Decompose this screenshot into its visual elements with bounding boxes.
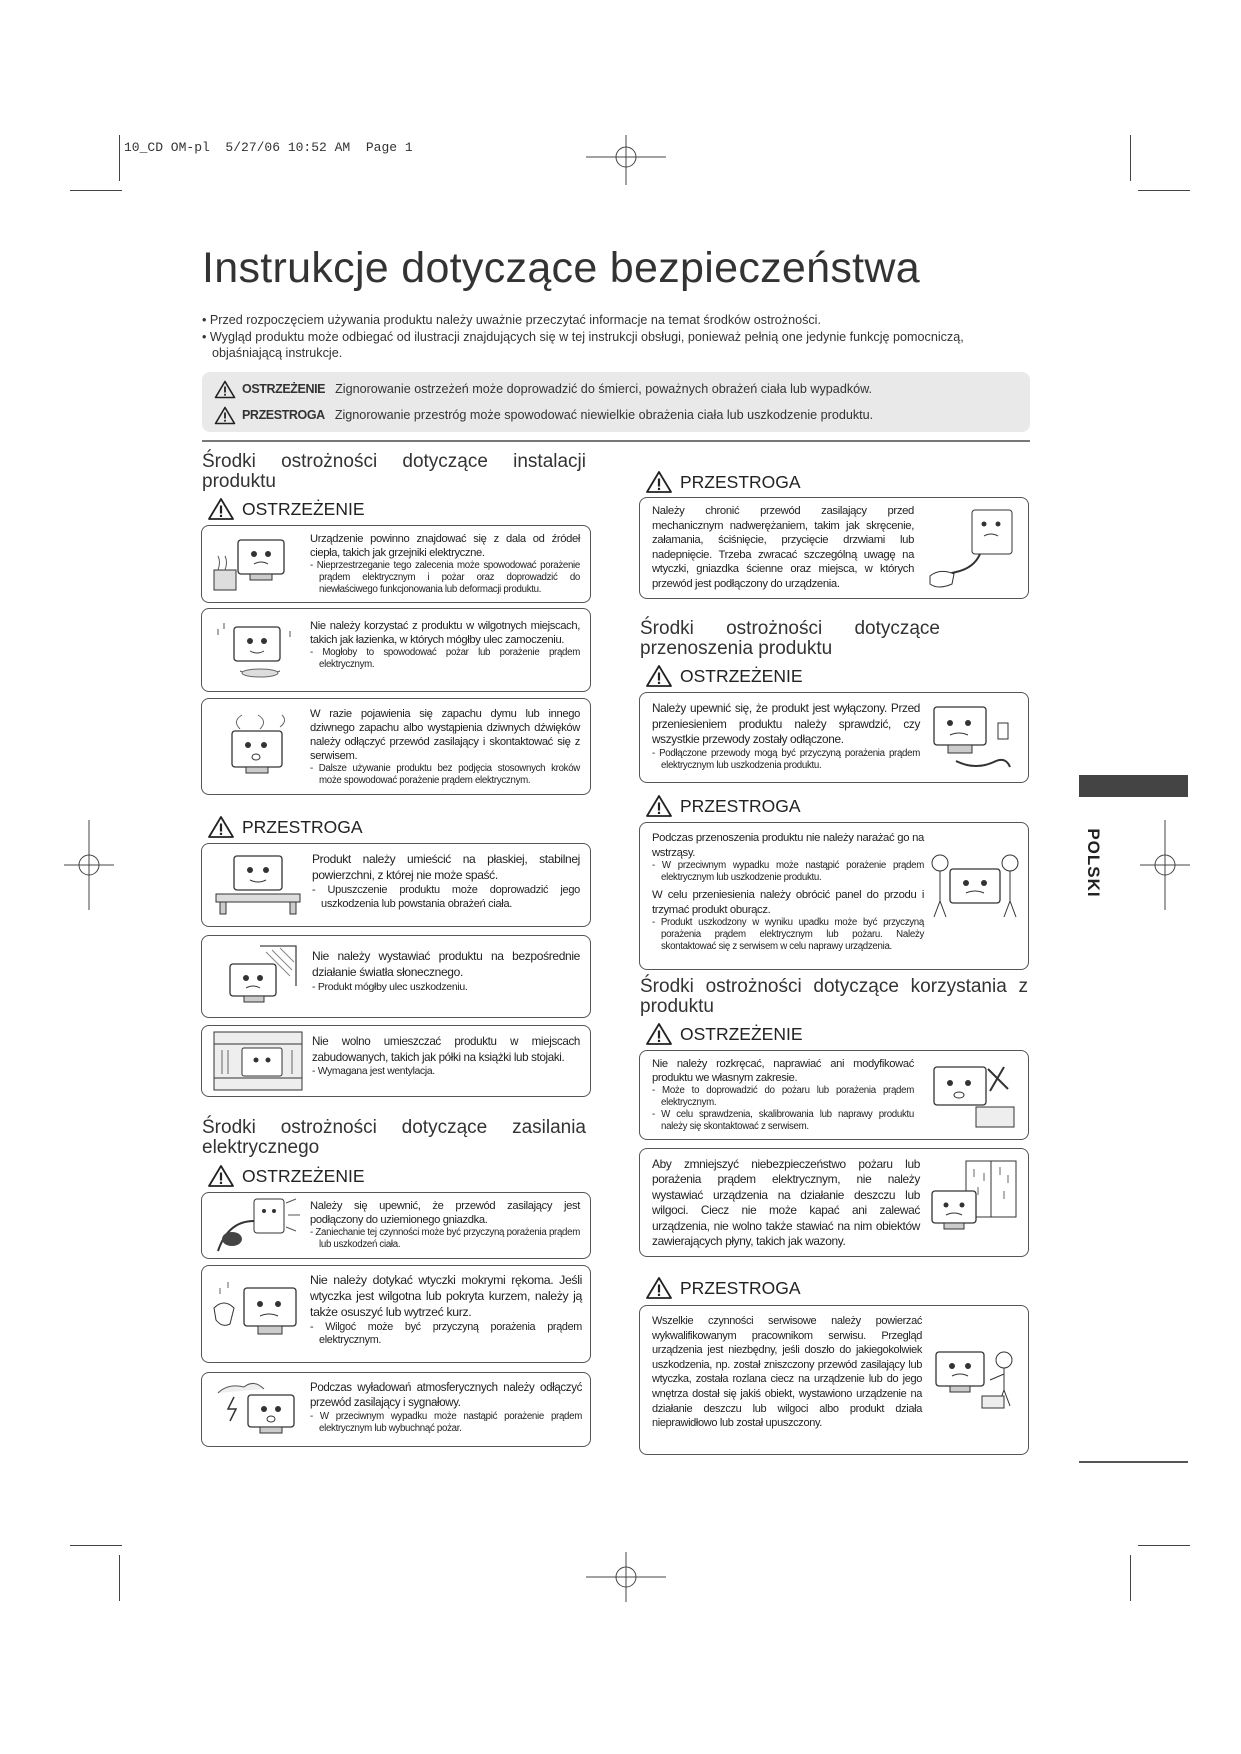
plug-socket-illustration — [214, 1195, 302, 1255]
tv-lightning-illustration — [212, 1379, 304, 1439]
tv-heater-illustration — [210, 534, 300, 594]
warning-heading-label: OSTRZEŻENIE — [242, 498, 365, 519]
item-text: Należy upewnić się, że produkt jest wyłączony. Przed przeniesieniem produktu należy sprawdzić, czy wszystkie przewody zostały odłączone. — [652, 701, 920, 746]
item-note: - Produkt uszkodzony w wyniku upadku może być przyczyną porażenia prądem elektrycznym lub pożaru. Należy skontaktować się z serwisem w celu naprawy urządzenia. — [652, 917, 924, 952]
warning-heading-label: OSTRZEŻENIE — [680, 665, 803, 686]
safety-item — [201, 1192, 591, 1259]
caution-heading — [645, 794, 801, 818]
registration-mark — [586, 135, 666, 185]
caution-heading-label: PRZESTROGA — [680, 795, 801, 816]
item-text: Wszelkie czynności serwisowe należy powierzać wykwalifikowanym pracownikom serwisu. Przegląd urządzenia jest niezbędny, jeśli doszło do jakiegokolwiek uszkodzenia, np. został zniszczony przewód zasilający lub wtyczka, została rozlana ciecz na urządzenie lub do jego wnętrza dostał się jakiś obiekt, wystawiono urządzenie na działanie deszczu lub wilgoci albo produkt działa nieprawidłowo lub został upuszczony. — [652, 1315, 922, 1430]
safety-item — [201, 935, 591, 1018]
caution-heading-label: PRZESTROGA — [680, 1277, 801, 1298]
warning-triangle-icon — [645, 664, 673, 688]
item-note: - Wilgoć może być przyczyną porażenia prądem elektrycznym. — [310, 1320, 582, 1347]
item-text: Podczas przenoszenia produktu nie należy narażać go na wstrząsy. — [652, 832, 924, 859]
item-note: - W przeciwnym wypadku może nastąpić porażenie prądem elektrycznym lub wybuchnąć pożar. — [310, 1411, 582, 1434]
warning-triangle-icon — [645, 1022, 673, 1046]
language-tab-label: POLSKI — [1084, 828, 1103, 898]
legend-warning-text: Zignorowanie ostrzeżeń może doprowadzić do śmierci, poważnych obrażeń ciała lub wypadków. — [335, 382, 873, 396]
caution-heading — [207, 815, 363, 839]
item-text: Aby zmniejszyć niebezpieczeństwo pożaru lub porażenia prądem elektrycznym, nie należy wystawiać urządzenia na działanie deszczu lub wilgoci. Ciecz nie może kapać ani zalewać urządzenia, nie wolno także stawiać na nim obiektów zawierających płyny, takich jak wazony. — [652, 1157, 920, 1249]
warning-triangle-icon — [214, 406, 236, 425]
legend-caution-text: Zignorowanie przestróg może spowodować niewielkie obrażenia ciała lub uszkodzenie produktu. — [334, 408, 874, 422]
crop-mark — [70, 1545, 122, 1546]
registration-mark — [586, 1552, 666, 1602]
print-slug: 10_CD OM-pl 5/27/06 10:52 AM Page 1 — [124, 140, 413, 155]
crop-mark — [119, 1555, 120, 1601]
item-note: - W przeciwnym wypadku może nastąpić porażenie prądem elektrycznym lub uszkodzenie produktu. — [652, 860, 924, 883]
safety-item — [201, 1265, 591, 1363]
language-tab — [1078, 817, 1102, 907]
page-end-rule — [1079, 1461, 1188, 1463]
safety-item — [201, 525, 591, 603]
warning-heading-label: OSTRZEŻENIE — [242, 1165, 365, 1186]
item-text: Nie wolno umieszczać produktu w miejscach zabudowanych, takich jak półki na książki lub stojaki. — [312, 1035, 580, 1064]
caution-heading-label: PRZESTROGA — [680, 471, 801, 492]
crop-mark — [1138, 190, 1190, 191]
registration-mark — [64, 820, 114, 910]
item-note: - W celu sprawdzenia, skalibrowania lub naprawy produktu należy się skontaktować z serwisem. — [652, 1109, 914, 1132]
crop-mark — [1130, 1555, 1131, 1601]
item-text: W celu przeniesienia należy obrócić panel do przodu i trzymać produkt oburącz. — [652, 889, 924, 916]
legend-caution-keyword: PRZESTROGA — [242, 408, 325, 422]
tv-unplugged-illustration — [926, 701, 1020, 775]
safety-item — [639, 1148, 1029, 1257]
item-text: Nie należy korzystać z produktu w wilgotnych miejscach, takich jak łazienka, w których mógłby ulec zamoczeniu. — [310, 620, 580, 646]
item-text: Urządzenie powinno znajdować się z dala od źródeł ciepła, takich jak grzejniki elektryczne. — [310, 533, 580, 559]
warning-triangle-icon — [207, 1164, 235, 1188]
language-tab-bar — [1079, 775, 1188, 797]
tv-on-stand-illustration — [210, 852, 306, 918]
section-title-installation: Środki ostrożności dotyczące instalacji produktu — [202, 451, 586, 492]
item-text: Nie należy dotykać wtyczki mokrymi rękoma. Jeśli wtyczka jest wilgotna lub pokryta kurzem, należy ją także osuszyć lub wytrzeć kurz. — [310, 1273, 582, 1320]
warning-triangle-icon — [645, 1276, 673, 1300]
safety-item — [201, 698, 591, 795]
item-note: - Może to doprowadzić do pożaru lub porażenia prądem elektrycznym. — [652, 1085, 914, 1108]
item-note: - Nieprzestrzeganie tego zalecenia może spowodować porażenie prądem elektrycznym i pożar oraz doprowadzić do niewłaściwego funkcjonowania lub deformacji produktu. — [310, 560, 580, 595]
item-text: Nie należy rozkręcać, naprawiać ani modyfikować produktu we własnym zakresie. — [652, 1058, 914, 1084]
legend-caution — [214, 404, 873, 426]
header-divider — [202, 440, 1030, 442]
crop-mark — [1138, 1545, 1190, 1546]
warning-triangle-icon — [645, 794, 673, 818]
item-note: - Produkt mógłby ulec uszkodzeniu. — [312, 981, 468, 993]
item-text: Produkt należy umieścić na płaskiej, stabilnej powierzchni, z której nie może spaść. — [312, 852, 580, 882]
warning-heading — [645, 1022, 803, 1046]
page-title: Instrukcje dotyczące bezpieczeństwa — [202, 244, 920, 292]
warning-heading-label: OSTRZEŻENIE — [680, 1023, 803, 1044]
item-note: - Zaniechanie tej czynności może być przyczyną porażenia prądem lub uszkodzeń ciała. — [310, 1227, 580, 1250]
warning-heading — [645, 664, 803, 688]
cord-hand-illustration — [924, 506, 1020, 590]
safety-item — [201, 1372, 591, 1447]
item-text: Należy chronić przewód zasilający przed mechanicznym nadwerężaniem, takim jak skręcenie, załamania, ściśnięcie, przycięcie drzwiami lub nadepnięcie. Trzeba zwracać szczególną uwagę na wtyczki, gniazdka ścienne oraz miejsca, w których przewód jest podłączony do urządzenia. — [652, 505, 914, 590]
item-note: - Mogłoby to spowodować pożar lub porażenie prądem elektrycznym. — [310, 647, 580, 670]
technician-repair-illustration — [930, 1342, 1022, 1414]
safety-item — [639, 822, 1029, 970]
item-note: - Upuszczenie produktu może doprowadzić jego uszkodzenia lub powstania obrażeń ciała. — [312, 884, 580, 910]
legend-warning — [214, 378, 872, 400]
safety-item — [639, 1050, 1029, 1140]
item-text: Nie należy wystawiać produktu na bezpośrednie działanie światła słonecznego. — [312, 949, 580, 979]
crop-mark — [70, 190, 122, 191]
two-people-carrying-tv-illustration — [928, 843, 1022, 923]
safety-item — [639, 497, 1029, 599]
warning-triangle-icon — [207, 815, 235, 839]
safety-item — [201, 843, 591, 927]
safety-item — [201, 1025, 591, 1097]
warning-heading — [207, 497, 365, 521]
safety-item — [201, 608, 591, 692]
section-title-moving: Środki ostrożności dotyczące przenoszenia produktu — [640, 618, 940, 659]
warning-triangle-icon — [645, 470, 673, 494]
crop-mark — [119, 135, 120, 181]
legend-warning-keyword: OSTRZEŻENIE — [242, 382, 326, 396]
warning-triangle-icon — [214, 380, 236, 399]
section-title-power: Środki ostrożności dotyczące zasilania elektrycznego — [202, 1117, 586, 1158]
crop-mark — [1130, 135, 1131, 181]
warning-triangle-icon — [207, 497, 235, 521]
caution-heading — [645, 470, 801, 494]
intro-item: • Przed rozpoczęciem używania produktu należy uważnie przeczytać informacje na temat środków ostrożności. — [202, 313, 821, 327]
item-note: - Dalsze używanie produktu bez podjęcia stosownych kroków może spowodować porażenie prądem elektrycznym. — [310, 763, 580, 786]
tv-bathroom-illustration — [210, 619, 300, 681]
caution-heading — [645, 1276, 801, 1300]
safety-item — [639, 1305, 1029, 1455]
section-title-usage: Środki ostrożności dotyczące korzystania z produktu — [640, 976, 1028, 1017]
item-text: Należy się upewnić, że przewód zasilający jest podłączony do uziemionego gniazdka. — [310, 1200, 580, 1226]
item-text: Podczas wyładowań atmosferycznych należy odłączyć przewód zasilający i sygnałowy. — [310, 1382, 582, 1409]
registration-mark — [1140, 820, 1190, 910]
tv-sunlight-illustration — [210, 942, 306, 1010]
tv-rain-window-illustration — [926, 1157, 1022, 1247]
intro-item: • Wygląd produktu może odbiegać od ilustracji znajdujących się w tej instrukcji obsługi, ponieważ pełnią one jedynie funkcję pomocniczą, objaśniającą instrukcje. — [202, 330, 964, 360]
tv-tools-illustration — [924, 1059, 1020, 1133]
tv-smoke-illustration — [210, 711, 300, 781]
tv-bookshelf-illustration — [212, 1030, 304, 1092]
item-note: - Wymagana jest wentylacja. — [312, 1066, 435, 1077]
safety-item — [639, 692, 1029, 783]
item-note: - Podłączone przewody mogą być przyczyną porażenia prądem elektrycznym lub uszkodzenia produktu. — [652, 747, 920, 771]
intro-list — [202, 312, 1030, 362]
warning-heading — [207, 1164, 365, 1188]
item-text: W razie pojawienia się zapachu dymu lub innego dziwnego zapachu albo wystąpienia dziwnych dźwięków należy odłączyć przewód zasilający i skontaktować się z serwisem. — [310, 708, 580, 762]
legend-banner — [202, 372, 1030, 432]
tv-wet-hands-illustration — [210, 1278, 306, 1350]
caution-heading-label: PRZESTROGA — [242, 816, 363, 837]
